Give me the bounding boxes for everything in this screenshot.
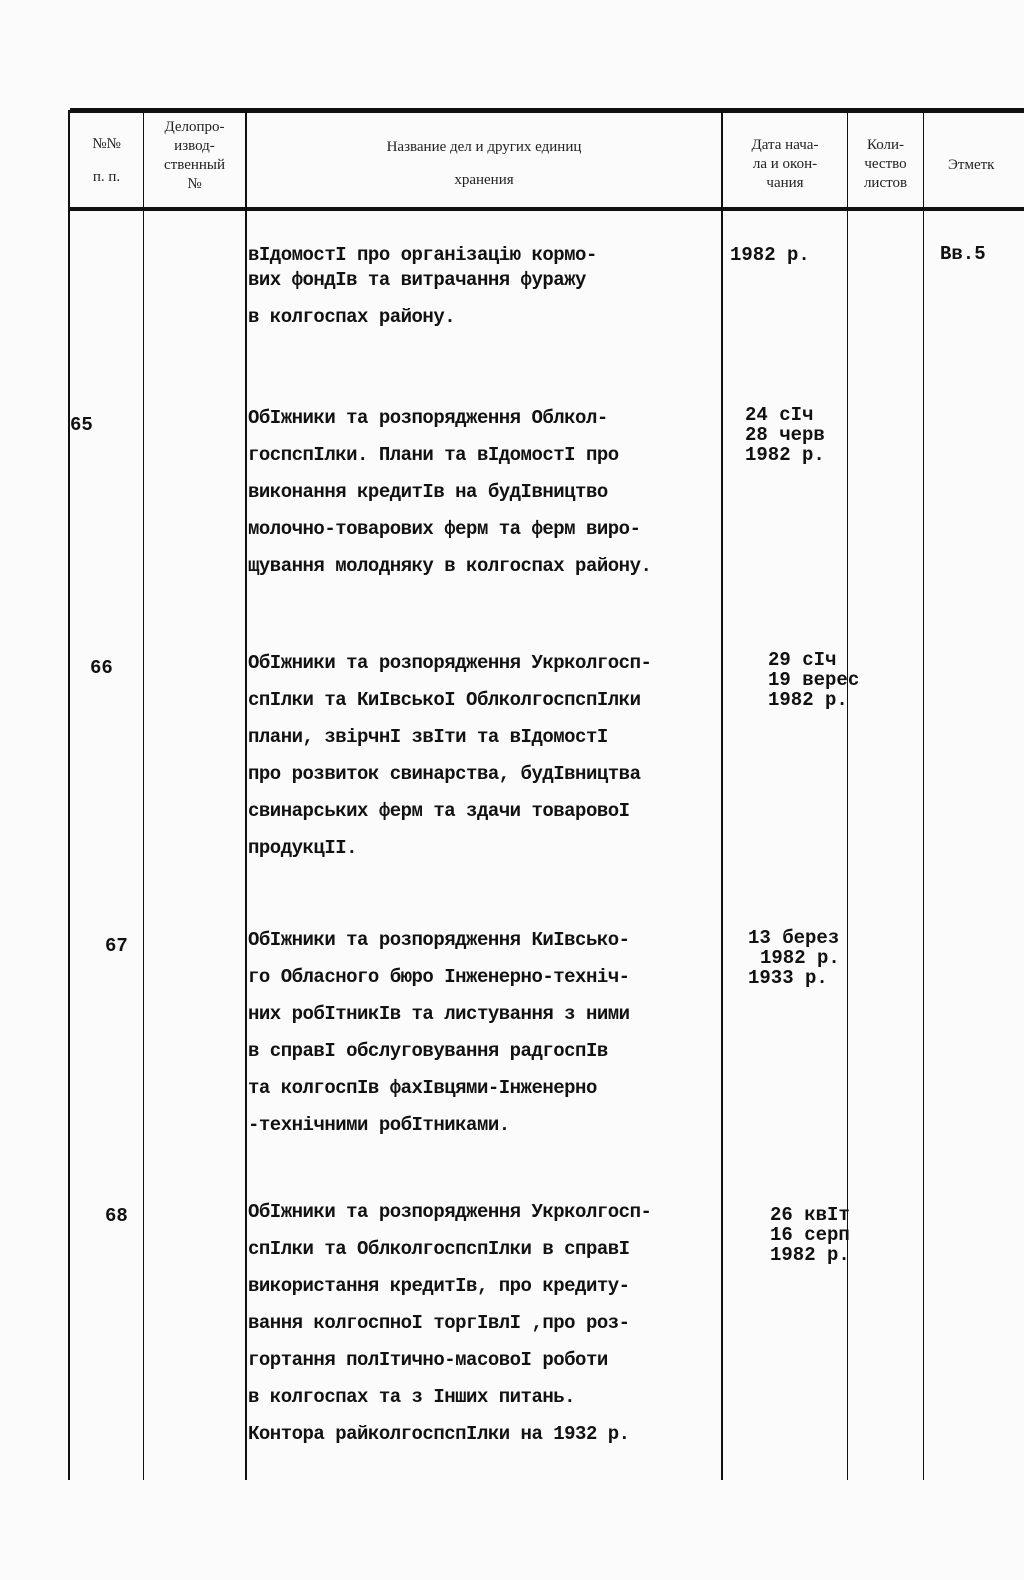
header-text: Коли- bbox=[866, 137, 905, 153]
title-line: вIдомостI про органiзацiю кормо- bbox=[248, 244, 597, 266]
title-line: них робIтникIв та листування з ними bbox=[248, 1003, 630, 1025]
header-text: извод- bbox=[174, 138, 215, 154]
title-line: виконання кредитIв на будIвництво bbox=[248, 481, 608, 503]
date-line: 24 сIч bbox=[745, 404, 814, 426]
row-number: 67 bbox=[105, 935, 128, 957]
title-line: ОбIжники та розпорядження Облкол- bbox=[248, 407, 608, 429]
title-line: ОбIжники та розпорядження Укрколгосп- bbox=[248, 1201, 652, 1223]
header-number bbox=[70, 135, 143, 187]
table-row-title bbox=[248, 922, 768, 1144]
table-row-title bbox=[248, 237, 768, 336]
title-line: госпспIлки. Плани та вIдомостI про bbox=[248, 444, 619, 466]
header-text: ственный bbox=[163, 157, 226, 173]
title-line: ОбIжники та розпорядження Укрколгосп- bbox=[248, 652, 652, 674]
header-text: ла и окон- bbox=[752, 156, 818, 172]
title-line: Контора райколгоспспIлки на 1932 р. bbox=[248, 1423, 630, 1445]
title-line: свинарських ферм та здачи товаровоI bbox=[248, 800, 630, 822]
title-line: в справI обслуговування радгоспIв bbox=[248, 1040, 608, 1062]
row-dates bbox=[770, 1205, 850, 1265]
column-divider bbox=[68, 110, 70, 1480]
date-line: 28 черв bbox=[745, 424, 825, 446]
row-dates bbox=[748, 928, 840, 988]
title-line: в колгоспах та з Iнших питань. bbox=[248, 1386, 576, 1408]
header-text: хранения bbox=[454, 172, 514, 188]
title-line: вих фондIв та витрачання фуражу bbox=[248, 269, 586, 291]
row-dates bbox=[768, 650, 859, 710]
table-row-title bbox=[248, 400, 768, 585]
header-text: листов bbox=[863, 175, 908, 191]
title-line: продукцII. bbox=[248, 837, 358, 859]
table-row-title bbox=[248, 645, 768, 867]
header-text: №№ bbox=[92, 136, 121, 152]
header-text: чество bbox=[864, 156, 907, 172]
column-divider bbox=[847, 110, 848, 1480]
title-line: го Обласного бюро Iнженерно-техніч- bbox=[248, 966, 630, 988]
date-line: 19 верес bbox=[768, 669, 860, 691]
title-line: спIлки та КиIвськоI ОблколгоспспIлки bbox=[248, 689, 641, 711]
title-line: та колгоспIв фахIвцями-Iнженерно bbox=[248, 1077, 597, 1099]
header-dates bbox=[723, 136, 847, 193]
title-line: щування молодняку в колгоспах району. bbox=[248, 555, 652, 577]
row-dates bbox=[730, 245, 810, 265]
date-line: 1982 р. bbox=[760, 947, 840, 969]
header-notes: Этметк bbox=[948, 157, 995, 173]
title-line: плани, звiрчнI звIти та вIдомостI bbox=[248, 726, 608, 748]
header-title bbox=[247, 138, 721, 190]
row-number: 68 bbox=[105, 1205, 128, 1227]
title-line: про розвиток свинарства, будIвництва bbox=[248, 763, 641, 785]
date-line: 1982 р. bbox=[768, 689, 848, 711]
title-line: використання кредитIв, про кредиту- bbox=[248, 1275, 630, 1297]
title-line: -технiчними робIтниками. bbox=[248, 1114, 510, 1136]
header-text: Название дел и других единиц bbox=[386, 139, 582, 155]
column-divider bbox=[923, 110, 924, 1480]
title-line: вання колгоспноI торгIвлI ,про роз- bbox=[248, 1312, 630, 1334]
header-text: чания bbox=[766, 175, 804, 191]
header-text: № bbox=[187, 176, 202, 192]
date-line: 1982 р. bbox=[745, 444, 825, 466]
row-dates bbox=[745, 405, 825, 465]
header-text: Дата нача- bbox=[751, 137, 819, 153]
table-top-border bbox=[70, 108, 1024, 113]
header-text: Делопро- bbox=[164, 119, 225, 135]
row-number: 65 bbox=[70, 414, 93, 436]
title-line: в колгоспах району. bbox=[248, 306, 456, 328]
header-text: п. п. bbox=[92, 169, 121, 185]
header-sheets bbox=[848, 136, 923, 193]
date-line: 1982 р. bbox=[770, 1244, 850, 1266]
header-bottom-border bbox=[70, 207, 1024, 211]
title-line: молочно-товарових ферм та ферм виро- bbox=[248, 518, 641, 540]
header-office-number bbox=[144, 118, 245, 194]
title-line: гортання полIтично-масовоI роботи bbox=[248, 1349, 608, 1371]
title-line: спIлки та ОблколгоспспIлки в справI bbox=[248, 1238, 630, 1260]
date-line: 1982 р. bbox=[730, 244, 810, 266]
column-divider bbox=[143, 110, 144, 1480]
row-note: Вв.5 bbox=[940, 243, 986, 265]
row-number: 66 bbox=[90, 657, 113, 679]
date-line: 16 серп bbox=[770, 1224, 850, 1246]
column-divider bbox=[245, 110, 247, 1480]
date-line: 13 берез bbox=[748, 927, 840, 949]
date-line: 1933 р. bbox=[748, 967, 828, 989]
title-line: ОбIжники та розпорядження КиIвсько- bbox=[248, 929, 630, 951]
date-line: 29 сIч bbox=[768, 649, 837, 671]
date-line: 26 квIт bbox=[770, 1204, 850, 1226]
table-row-title bbox=[248, 1194, 768, 1453]
